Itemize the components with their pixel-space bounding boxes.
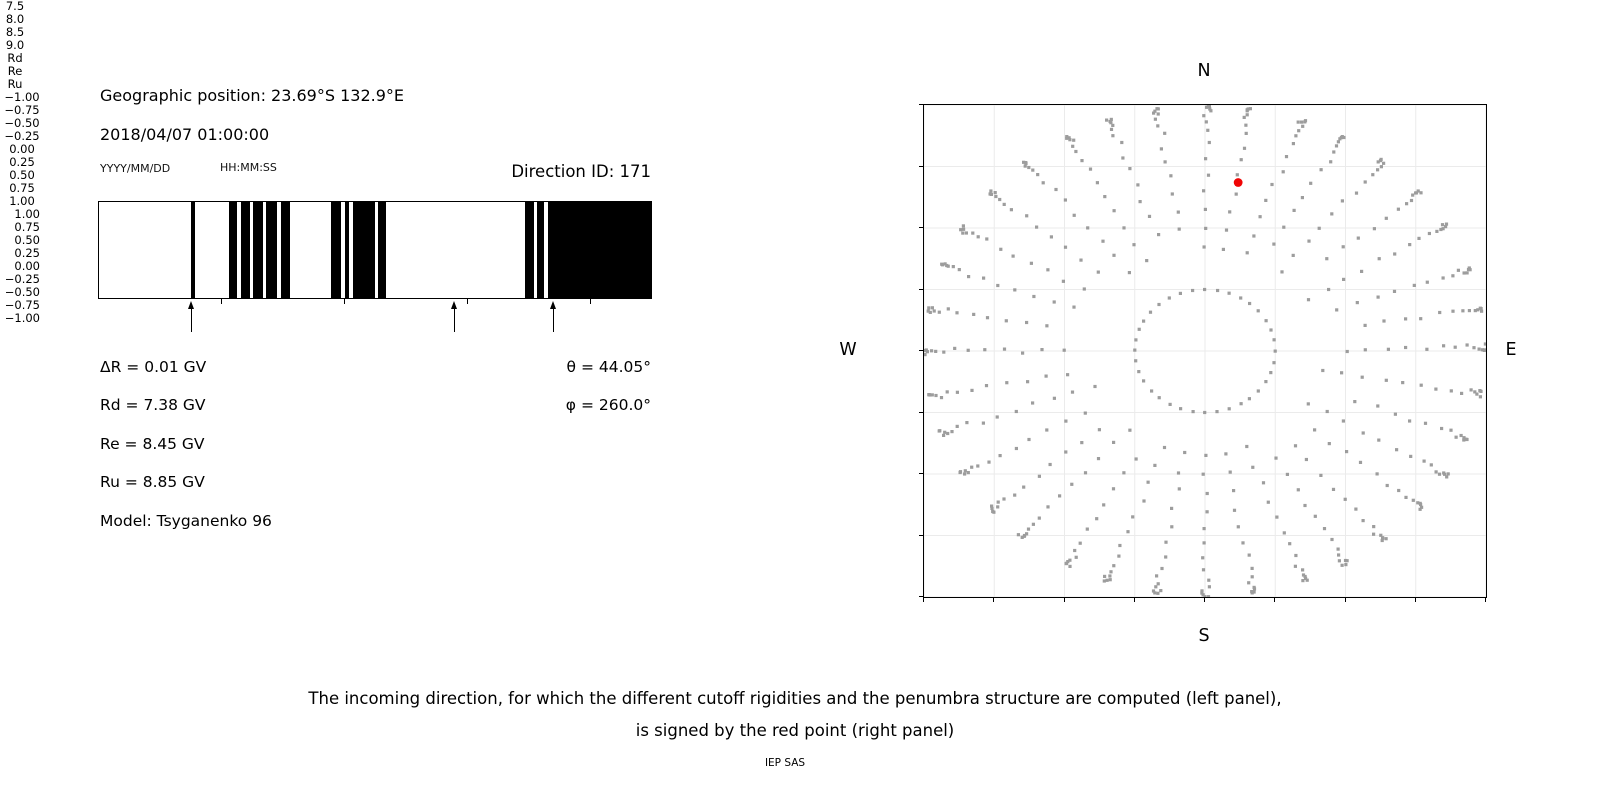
direction-x-tick-label: 0.50 xyxy=(9,168,35,182)
penumbra-x-tick-label: 8.0 xyxy=(5,12,25,26)
theta-value: θ = 44.05° xyxy=(566,358,651,376)
time-format-hint: HH:MM:SS xyxy=(220,161,277,174)
delta-r-value: ΔR = 0.01 GV xyxy=(100,358,207,376)
penumbra-bar xyxy=(241,202,250,298)
direction-x-tick xyxy=(1274,597,1275,602)
direction-y-tick xyxy=(919,227,924,228)
penumbra-bar xyxy=(281,202,290,298)
credit-text: IEP SAS xyxy=(764,757,806,769)
penumbra-x-tick xyxy=(344,299,345,304)
cutoff-arrow-line xyxy=(191,306,192,332)
direction-y-tick xyxy=(919,535,924,536)
penumbra-bar xyxy=(191,202,195,298)
phi-value: φ = 260.0° xyxy=(565,396,651,414)
penumbra-bar xyxy=(266,202,277,298)
direction-x-tick-label: −1.00 xyxy=(4,90,40,104)
compass-south-label: S xyxy=(1198,626,1210,646)
direction-x-tick xyxy=(1134,597,1135,602)
compass-west-label: W xyxy=(839,340,857,360)
penumbra-x-tick xyxy=(467,299,468,304)
penumbra-x-tick-label: 9.0 xyxy=(5,38,25,52)
compass-east-label: E xyxy=(1505,340,1517,360)
cutoff-arrow-label: Re xyxy=(7,64,23,78)
direction-y-tick-label: −0.75 xyxy=(4,298,40,312)
direction-x-tick xyxy=(993,597,994,602)
penumbra-bar xyxy=(345,202,349,298)
direction-y-tick xyxy=(919,166,924,167)
direction-y-tick-label: 0.50 xyxy=(14,233,40,247)
selected-direction-red-point xyxy=(1234,178,1243,187)
re-value: Re = 8.45 GV xyxy=(100,435,205,453)
direction-y-tick-label: 0.75 xyxy=(14,220,40,234)
ru-value: Ru = 8.85 GV xyxy=(100,473,205,491)
direction-x-tick xyxy=(1485,597,1486,602)
direction-id-text: Direction ID: 171 xyxy=(511,162,651,181)
cutoff-arrow-head xyxy=(451,301,457,309)
penumbra-bar xyxy=(378,202,386,298)
direction-y-tick-label: 0.00 xyxy=(14,259,40,273)
penumbra-bar xyxy=(331,202,341,298)
direction-y-tick xyxy=(919,473,924,474)
grid-lines xyxy=(924,105,1486,597)
datetime-text: 2018/04/07 01:00:00 xyxy=(100,125,270,144)
direction-y-tick-label: 0.25 xyxy=(14,246,40,260)
direction-x-tick xyxy=(1345,597,1346,602)
direction-y-tick-label: −1.00 xyxy=(4,311,40,325)
direction-plot xyxy=(923,104,1487,598)
cutoff-arrow-label: Rd xyxy=(7,51,23,65)
direction-y-tick xyxy=(919,104,924,105)
direction-x-tick xyxy=(1204,597,1205,602)
cutoff-arrow-head xyxy=(188,301,194,309)
direction-scatter-svg xyxy=(924,105,1486,597)
direction-y-tick xyxy=(919,289,924,290)
direction-x-tick-label: 0.25 xyxy=(9,155,35,169)
direction-x-tick-label: 0.00 xyxy=(9,142,35,156)
direction-y-tick xyxy=(919,350,924,351)
direction-x-tick-label: 0.75 xyxy=(9,181,35,195)
penumbra-x-tick xyxy=(590,299,591,304)
penumbra-x-tick-label: 8.5 xyxy=(5,25,25,39)
caption-line1: The incoming direction, for which the different cutoff rigidities and the penumbra structure are computed (left panel), xyxy=(308,689,1282,708)
direction-x-tick-label: 1.00 xyxy=(9,194,35,208)
cutoff-arrow-line xyxy=(454,306,455,332)
penumbra-bar xyxy=(525,202,534,298)
penumbra-bar xyxy=(537,202,544,298)
direction-x-tick-label: −0.75 xyxy=(4,103,40,117)
direction-y-tick-label: −0.50 xyxy=(4,285,40,299)
compass-north-label: N xyxy=(1197,61,1211,81)
penumbra-bar xyxy=(548,202,652,298)
direction-x-tick xyxy=(923,597,924,602)
caption-line2: is signed by the red point (right panel) xyxy=(635,721,955,740)
direction-x-tick-label: −0.25 xyxy=(4,129,40,143)
penumbra-x-tick-label: 7.5 xyxy=(5,0,25,13)
direction-y-tick-label: 1.00 xyxy=(14,207,40,221)
geo-position-text: Geographic position: 23.69°S 132.9°E xyxy=(100,86,405,105)
cutoff-arrow-line xyxy=(553,306,554,332)
direction-x-tick xyxy=(1064,597,1065,602)
direction-x-tick-label: −0.50 xyxy=(4,116,40,130)
date-format-hint: YYYY/MM/DD xyxy=(100,162,171,175)
penumbra-bar xyxy=(229,202,238,298)
direction-y-tick xyxy=(919,596,924,597)
penumbra-x-tick xyxy=(221,299,222,304)
penumbra-bar xyxy=(353,202,375,298)
rd-value: Rd = 7.38 GV xyxy=(100,396,206,414)
direction-y-tick xyxy=(919,412,924,413)
direction-x-tick xyxy=(1415,597,1416,602)
cutoff-arrow-head xyxy=(550,301,556,309)
cutoff-arrow-label: Ru xyxy=(7,77,23,91)
model-value: Model: Tsyganenko 96 xyxy=(100,512,272,530)
penumbra-plot xyxy=(98,201,652,299)
penumbra-bar xyxy=(253,202,263,298)
direction-y-tick-label: −0.25 xyxy=(4,272,40,286)
